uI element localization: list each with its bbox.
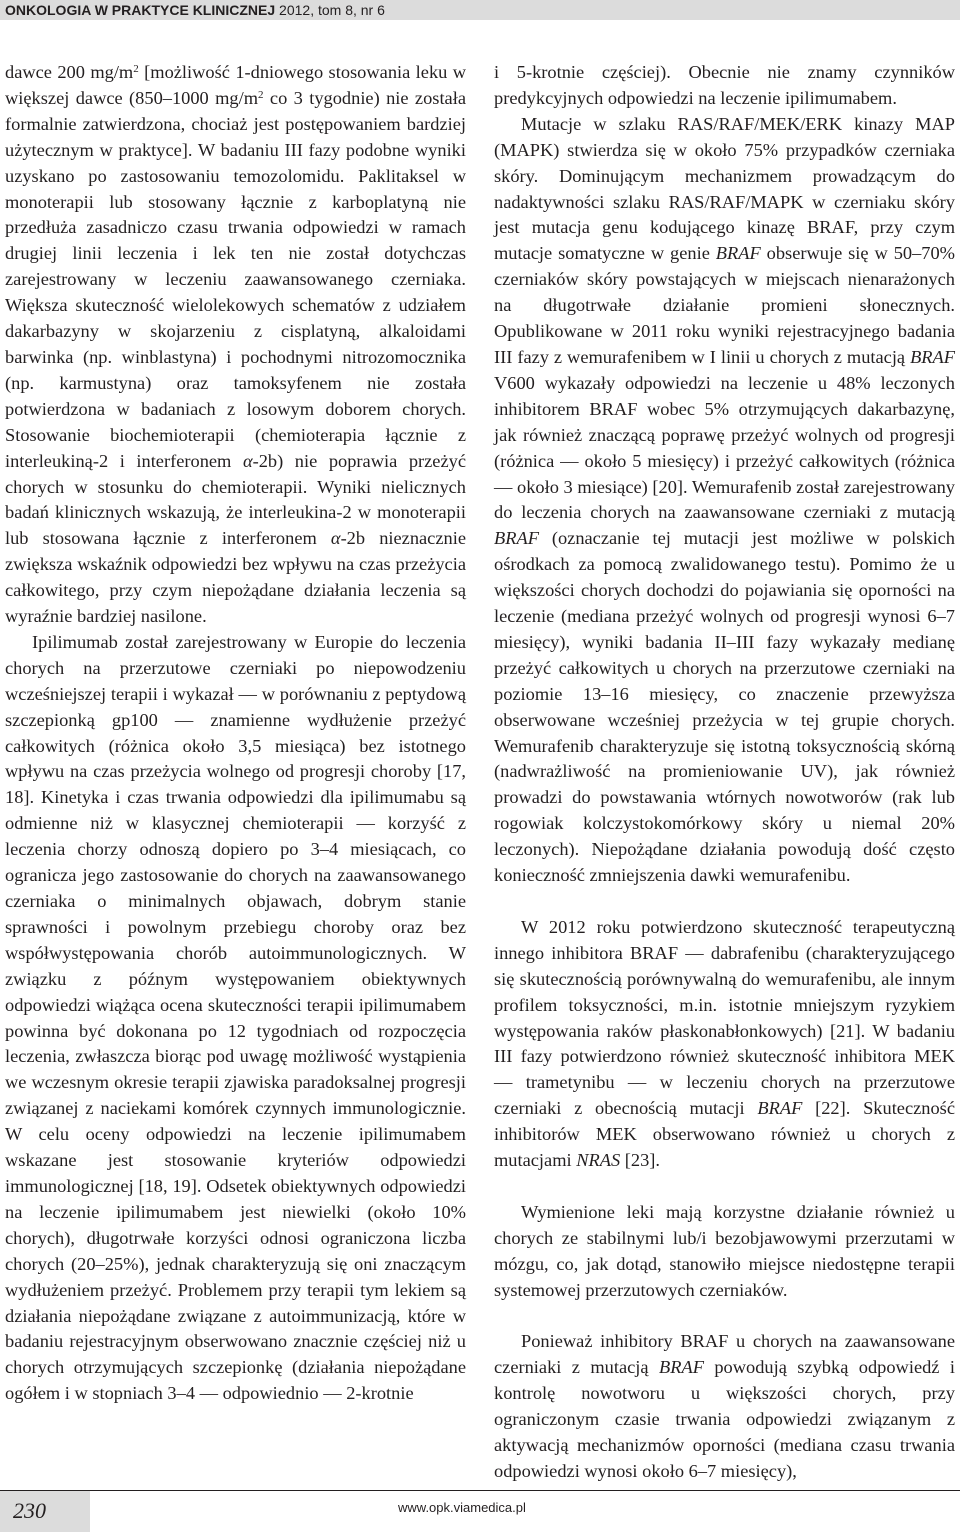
paragraph: i 5-krotnie częściej). Obecnie nie znamy czynników predykcyjnych odpowiedzi na leczenie ipilimumabem. [494,62,955,108]
paragraph: Ponieważ inhibitory BRAF u chorych na zaawansowane czerniaki z mutacją BRAF powodują szybką odpowiedź i kontrolę nowotworu u większości chorych, przy ograniczonym czasie trwania odpowiedzi związanym z aktywacją mechanizmów oporności (mediana czasu trwania odpowiedzi wynosi około 6–7 miesięcy), [494,1331,955,1481]
right-column [494,60,955,1485]
paragraph: W 2012 roku potwierdzono skuteczność terapeutyczną innego inhibitora BRAF — dabrafenibu (charakteryzującego się skutecznością porównywalną do wemurafenibu, ale innym profilem toksyczności, m.in. istotnie mniejszym ryzykiem występowania raków płaskonabłonkowych) [21]. W badaniu III fazy potwierdzono również skuteczność inhibitora MEK — trametynibu — w leczeniu chorych na przerzutowe czerniaki z obecnością mutacji BRAF [22]. Skuteczność inhibitorów MEK obserwowano również u chorych z mutacjami NRAS [23]. [494,916,956,1171]
paragraph: Mutacje w szlaku RAS/RAF/MEK/ERK kinazy MAP (MAPK) stwierdza się w około 75% przypadków czerniaka skóry. Dominującym mechanizmem prowadzącym do nadaktywności szlaku RAS/RAF/MAPK w czerniaku skóry jest mutacja genu kodującego kinazę BRAF, przy czym mutacje somatyczne w genie BRAF obserwuje się w 50–70% czerniaków skóry powstających w miejscach nienarażonych na długotrwałe działanie promieni słonecznych. Opublikowane w 2011 roku wyniki rejestracyjnego badania III fazy z wemurafenibem w I linii u chorych z mutacją BRAF V600 wykazały odpowiedzi na leczenie u 48% leczonych inhibitorem BRAF wobec 5% otrzymujących dakarbazynę, jak również znaczącą poprawę przeżyć wolnych od progresji (różnica — około 5 miesięcy) i przeżyć całkowitych (różnica — około 3 miesiące) [20]. Wemurafenib został zarejestrowany do leczenia chorych na zaawansowane czerniaki z mutacją BRAF (oznaczanie tej mutacji jest możliwe w polskich ośrodkach za pomocą zwalidowanego testu). Pomimo że u większości chorych dochodzi do pojawiania się oporności na leczenie (mediana przeżyć wolnych od progresji wynosi 6–7 miesięcy), wyniki badania II–III fazy wykazały medianę przeżyć całkowitych u chorych na przerzutowe czerniaki na poziomie 13–16 miesięcy, co znaczenie przewyższa obserwowane wcześniej przeżycia w tej grupie chorych. Wemurafenib charakteryzuje się istotną toksycznością skórną (nadwrażliwość na promieniowanie UV), jak również prowadzi do powstawania wtórnych nowotworów (rak lub rogowiak kolczystokomórkowy skóry u niemal 20% leczonych). Niepożądane działania powodują dość często konieczność zmniejszenia dawki wemurafenibu. [494,113,955,886]
left-column [5,60,466,1407]
paragraph: Wymienione leki mają korzystne działanie również u chorych ze stabilnymi lub/i bezobjawowymi przerzutami w mózgu, co, jak dotąd, stanowiło miejsce niedostępne terapii systemowej przerzutowych czerniaków. [494,1201,955,1300]
running-header [0,0,960,20]
page-number-box [0,1491,90,1532]
journal-url[interactable]: www.opk.viamedica.pl [398,1500,526,1515]
running-title [5,2,385,18]
page-number: 230 [13,1498,46,1523]
paragraph: dawce 200 $mg/m^2$ [możliwość 1-dniowego stosowania leku w większej dawce (850–1000 $mg/m^2$ co 3 tygodnie) nie została formalnie zatwierdzona, chociaż jest postępowaniem bardziej użytecznym w praktyce]. W badaniu III fazy podobne wyniki uzyskano po zastosowaniu temozolomidu. Paklitaksel w monoterapii lub stosowany łącznie z karboplatyną nie przedłuża zasadniczo czasu trwania odpowiedzi w ramach drugiej linii leczenia i lek ten nie został dotychczas zarejestrowany w leczeniu zaawansowanego czerniaka. Większa skuteczność wielolekowych schematów z udziałem dakarbazyny w skojarzeniu z cisplatyną, alkaloidami barwinka (np. winblastyna) i pochodnymi nitrozomocznika (np. karmustyna) oraz tamoksyfenem nie została potwierdzona w badaniach z losowym doborem chorych. Stosowanie biochemioterapii (chemioterapia łącznie z interleukiną-2 i interferonem α-2b) nie poprawia przeżyć chorych w stosunku do chemioterapii. Wyniki nielicznych badań klinicznych wskazują, że interleukina-2 w monoterapii lub stosowana łącznie z interferonem α-2b nieznacznie zwiększa wskaźnik odpowiedzi bez wpływu na czas przeżycia całkowitego, przy czym niepożądane działania leczenia są wyraźnie bardziej nasilone. [5,62,466,627]
paragraph: Ipilimumab został zarejestrowany w Europie do leczenia chorych na przerzutowe czerniaki po niepowodzeniu wcześniejszej terapii i wykazał — w porównaniu z peptydową szczepionką gp100 — znamienne wydłużenie przeżyć całkowitych (różnica około 3,5 miesiąca) bez istotnego wpływu na czas przeżycia wolnego od progresji choroby [17, 18]. Kinetyka i czas trwania odpowiedzi dla ipilimumabu są odmienne niż w klasycznej chemioterapii — korzyść z leczenia chorzy odnoszą dopiero po 3–4 miesiącach, co ogranicza jego zastosowanie do chorych na zaawansowanego czerniaka o minimalnych objawach, dobrym stanie sprawności i powolnym przebiegu choroby oraz bez współwystępowania chorób autoimmunologicznych. W związku z późnym występowaniem obiektywnych odpowiedzi wiążąca ocena skuteczności terapii ipilimumabem powinna być dokonana po 12 tygodniach od rozpoczęcia leczenia, zwłaszcza biorąc pod uwagę możliwość wystąpienia we wczesnym okresie terapii zjawiska paradoksalnej progresji związanej z naciekami komórek czynnych immunologicznie. W celu oceny odpowiedzi na leczenie ipilimumabem wskazane jest stosowanie kryteriów odpowiedzi immunologicznej [18, 19]. Odsetek obiektywnych odpowiedzi na leczenie ipilimumabem jest niewielki (około 10% chorych), długotrwałe korzyści odnosi ograniczona liczba chorych (20–25%), jednak charakteryzują się oni znaczącym wydłużeniem przeżyć. Problemem przy terapii tym lekiem są działania niepożądane związane z autoimmunizacją, które w badaniu rejestracyjnym obserwowano znacznie częściej niż u chorych otrzymujących szczepionkę (działania niepożądane ogółem i w stopniach 3–4 — odpowiednio — 2-krotnie [5,631,466,1404]
issue-info: 2012, tom 8, nr 6 [275,2,385,18]
footer-rule [0,1490,960,1491]
journal-title: ONKOLOGIA W PRAKTYCE KLINICZNEJ [5,2,276,18]
